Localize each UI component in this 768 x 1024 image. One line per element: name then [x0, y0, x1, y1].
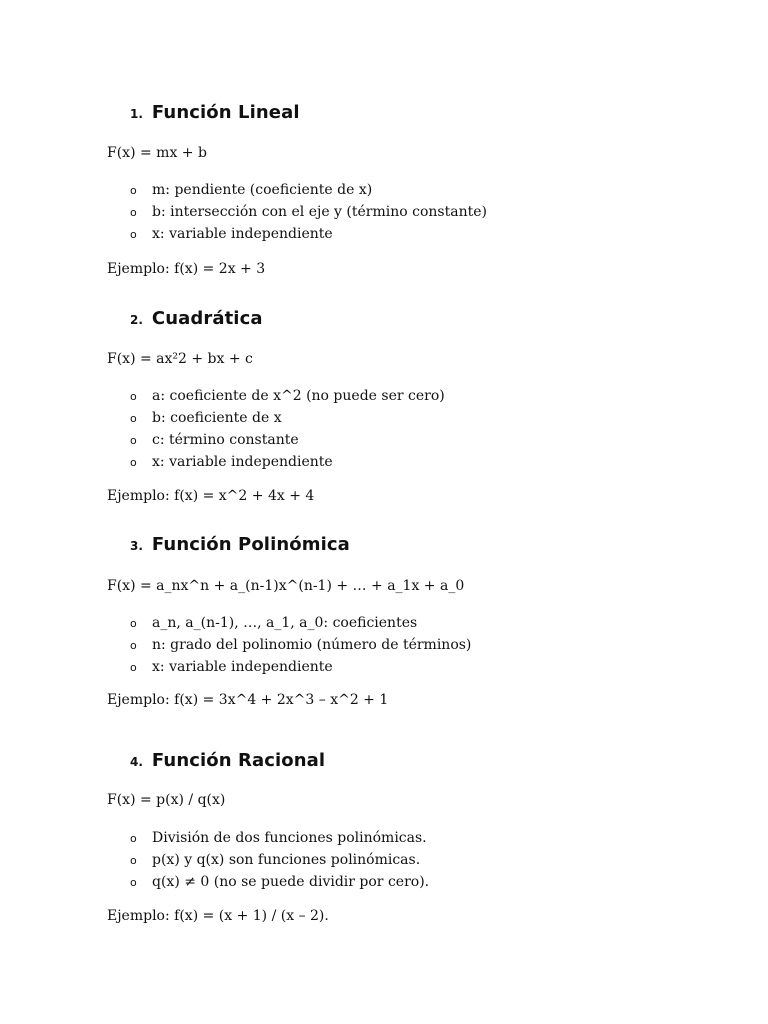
list-item	[130, 634, 471, 656]
bullet-circle-icon: o	[130, 638, 137, 652]
list-item-text: q(x) ≠ 0 (no se puede dividir por cero).	[152, 874, 430, 890]
list-item	[130, 429, 445, 451]
bullet-list	[130, 612, 471, 678]
list-item-text: x: variable independiente	[152, 454, 333, 470]
section-heading	[130, 534, 350, 562]
list-item	[130, 223, 487, 245]
section-title: Función Polinómica	[151, 534, 350, 555]
formula: F(x) = a_nx^n + a_(n-1)x^(n-1) + … + a_1x + a_0	[107, 578, 465, 594]
list-item-text: a: coeficiente de x^2 (no puede ser cero)	[152, 388, 445, 404]
section-title: Función Lineal	[151, 102, 300, 123]
section-number: 1.	[130, 107, 143, 121]
list-item	[130, 201, 487, 223]
list-item	[130, 827, 429, 849]
list-item-text: n: grado del polinomio (número de términos)	[152, 637, 472, 653]
list-item	[130, 179, 487, 201]
formula: F(x) = p(x) / q(x)	[107, 792, 226, 808]
list-item	[130, 385, 445, 407]
bullet-circle-icon: o	[130, 205, 137, 219]
bullet-list	[130, 827, 429, 893]
list-item-text: c: término constante	[152, 432, 299, 448]
section-heading	[130, 308, 263, 336]
bullet-circle-icon: o	[130, 875, 137, 889]
example-text: Ejemplo: f(x) = (x + 1) / (x – 2).	[107, 908, 329, 924]
list-item	[130, 451, 445, 473]
bullet-circle-icon: o	[130, 831, 137, 845]
section-number: 2.	[130, 313, 143, 327]
list-item-text: x: variable independiente	[152, 659, 333, 675]
section-title: Función Racional	[151, 750, 326, 771]
formula: F(x) = mx + b	[107, 145, 207, 161]
formula: F(x) = ax²2 + bx + c	[107, 351, 253, 367]
bullet-circle-icon: o	[130, 389, 137, 403]
bullet-list	[130, 179, 487, 245]
example-text: Ejemplo: f(x) = 3x^4 + 2x^3 – x^2 + 1	[107, 692, 389, 708]
bullet-circle-icon: o	[130, 183, 137, 197]
section-number: 4.	[130, 755, 143, 769]
list-item	[130, 871, 429, 893]
bullet-circle-icon: o	[130, 660, 137, 674]
list-item-text: b: intersección con el eje y (término constante)	[152, 204, 487, 220]
bullet-circle-icon: o	[130, 411, 137, 425]
bullet-circle-icon: o	[130, 853, 137, 867]
bullet-circle-icon: o	[130, 227, 137, 241]
section-number: 3.	[130, 539, 143, 553]
list-item	[130, 407, 445, 429]
example-text: Ejemplo: f(x) = x^2 + 4x + 4	[107, 488, 315, 504]
bullet-circle-icon: o	[130, 433, 137, 447]
bullet-list	[130, 385, 445, 473]
bullet-circle-icon: o	[130, 455, 137, 469]
example-text: Ejemplo: f(x) = 2x + 3	[107, 261, 266, 277]
section-heading	[130, 750, 325, 778]
list-item-text: m: pendiente (coeficiente de x)	[152, 182, 373, 198]
list-item-text: a_n, a_(n-1), …, a_1, a_0: coeficientes	[152, 615, 418, 631]
section-heading	[130, 102, 300, 130]
section-title: Cuadrática	[151, 308, 263, 329]
list-item-text: b: coeficiente de x	[152, 410, 282, 426]
list-item-text: División de dos funciones polinómicas.	[152, 830, 427, 846]
list-item	[130, 612, 471, 634]
bullet-circle-icon: o	[130, 616, 137, 630]
list-item-text: p(x) y q(x) son funciones polinómicas.	[152, 852, 421, 868]
list-item	[130, 656, 471, 678]
list-item-text: x: variable independiente	[152, 226, 333, 242]
list-item	[130, 849, 429, 871]
